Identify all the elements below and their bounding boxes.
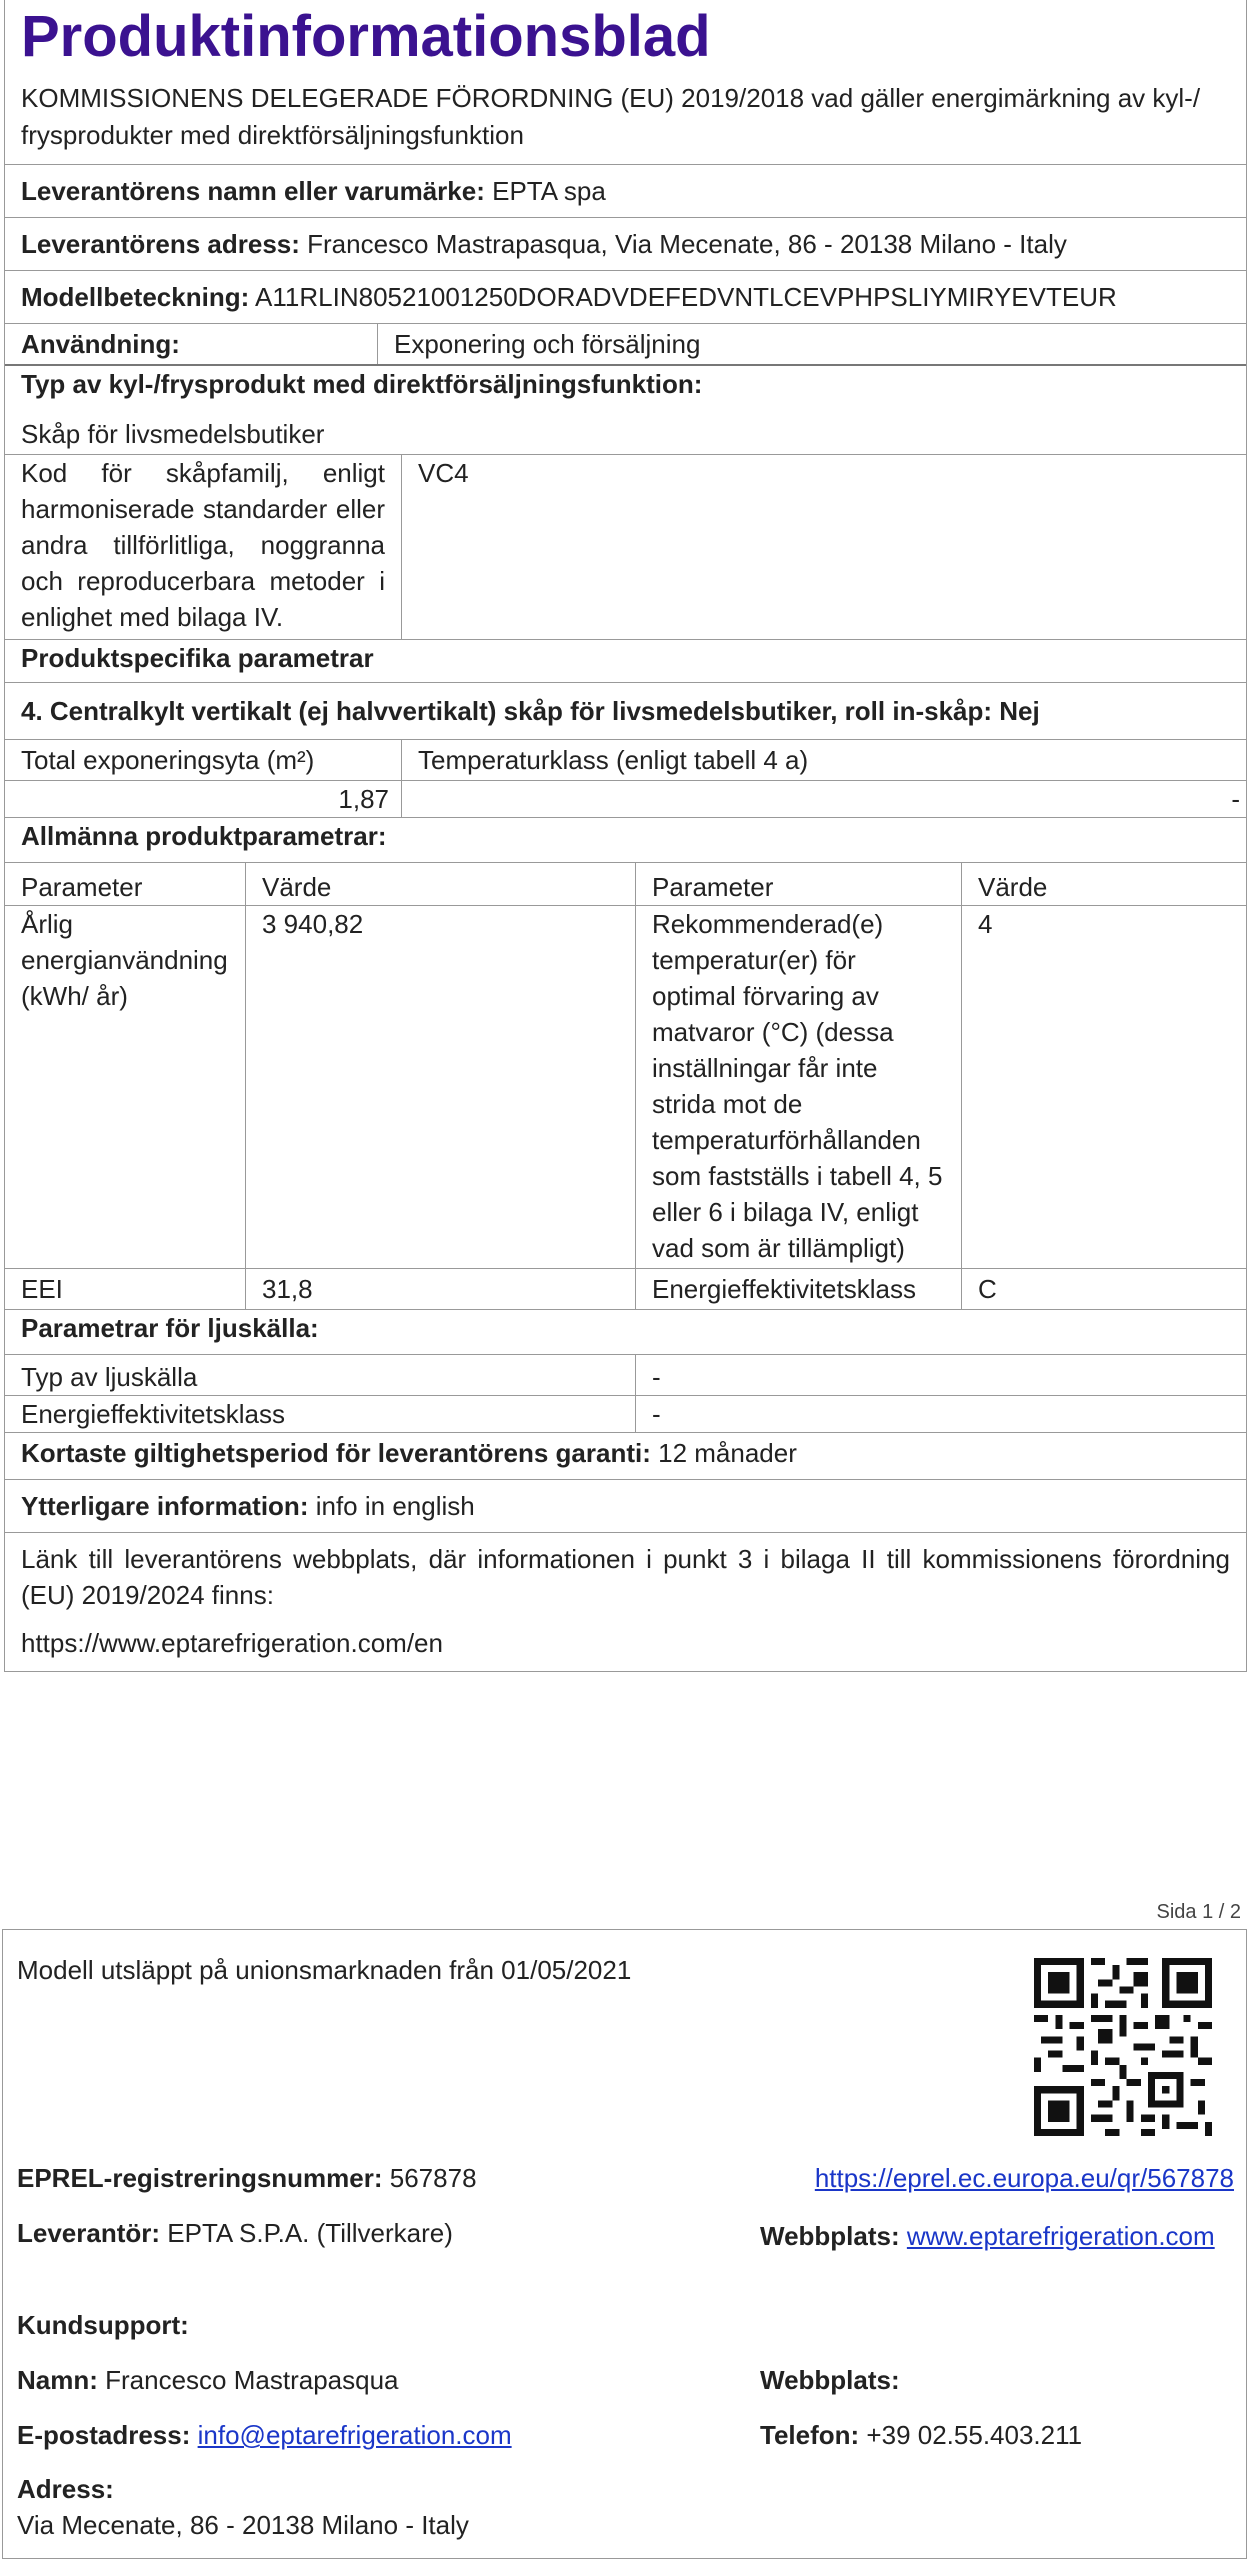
supplier-link-url[interactable]: https://www.eptarefrigeration.com/en [21, 1628, 443, 1658]
supplier-address-label: Leverantörens adress: [21, 229, 300, 259]
phone-value: +39 02.55.403.211 [866, 2420, 1083, 2450]
annual-energy-value: 3 940,82 [245, 906, 635, 1268]
col-value-1: Värde [245, 863, 635, 905]
email-label: E-postadress: [17, 2420, 191, 2450]
light-type-value: - [635, 1355, 1246, 1395]
website-row [760, 2218, 1220, 2255]
usage-label: Användning: [21, 329, 180, 359]
supplier-address: Francesco Mastrapasqua, Via Mecenate, 86 - 20138 Milano - Italy [307, 229, 1067, 259]
contact-name: Francesco Mastrapasqua [105, 2365, 399, 2395]
website-label: Webbplats: [760, 2221, 900, 2251]
additional-info-value: info in english [315, 1491, 475, 1521]
supplier-name-row [5, 164, 1246, 217]
page-title: Produktinformationsblad [21, 4, 711, 69]
additional-info-label: Ytterligare information: [21, 1491, 309, 1521]
temp-class-value: - [401, 781, 1246, 817]
phone-label: Telefon: [760, 2420, 860, 2450]
general-params-heading: Allmänna produktparametrar: [5, 817, 1246, 862]
email-row [17, 2420, 512, 2451]
page-number: Sida 1 / 2 [1156, 1901, 1241, 1923]
family-code-row [5, 454, 1246, 639]
params-table-row-1 [5, 905, 1246, 1268]
email-link[interactable]: info@eptarefrigeration.com [197, 2420, 512, 2450]
light-type-row [5, 1354, 1246, 1395]
website-link[interactable]: www.eptarefrigeration.com [906, 2221, 1215, 2251]
light-class-label: Energieffektivitetsklass [21, 1399, 285, 1429]
address-label: Adress: [17, 2474, 114, 2504]
phone-row [760, 2420, 1082, 2451]
supplier-link-text: Länk till leverantörens webbplats, där informationen i punkt 3 i bilaga II till kommissionens förordning (EU) 2019/2024 finns: [5, 1532, 1246, 1617]
qr-code-icon [1034, 1958, 1212, 2136]
light-heading: Parametrar för ljuskälla: [5, 1309, 1246, 1354]
supplier-name-label: Leverantörens namn eller varumärke: [21, 176, 485, 206]
col-value-2: Värde [961, 863, 1246, 905]
energy-class-label: Energieffektivitetsklass [635, 1269, 961, 1309]
recommended-temp-label: Rekommenderad(e) temperatur(er) för optimal förvaring av matvaror (°C) (dessa inställningar får inte strida mot de temperaturförhållanden som fastställs i tabell 4, 5 eller 6 i bilaga IV, enligt vad som är tillämpligt) [635, 906, 961, 1268]
warranty-row [5, 1432, 1246, 1479]
supplier-value: EPTA S.P.A. (Tillverkare) [167, 2218, 453, 2248]
display-area-label: Total exponeringsyta (m²) [21, 745, 315, 775]
col-param-2: Parameter [635, 863, 961, 905]
energy-class-value: C [961, 1269, 1246, 1309]
additional-info-row [5, 1479, 1246, 1532]
warranty-label: Kortaste giltighetsperiod för leverantörens garanti: [21, 1438, 651, 1468]
placed-on-market: Modell utsläppt på unionsmarknaden från 01/05/2021 [17, 1955, 632, 1985]
display-area-header-row [5, 739, 1246, 780]
supplier-label: Leverantör: [17, 2218, 161, 2248]
params-table-row-2 [5, 1268, 1246, 1309]
light-class-value: - [635, 1396, 1246, 1432]
supplier-address-row [5, 217, 1246, 270]
params-table-header [5, 862, 1246, 905]
type-value: Skåp för livsmedelsbutiker [21, 419, 325, 449]
usage-value: Exponering och försäljning [377, 324, 1246, 364]
address-value: Via Mecenate, 86 - 20138 Milano - Italy [17, 2510, 469, 2540]
supplier-name: EPTA spa [492, 176, 606, 206]
product-info-sheet [4, 0, 1247, 1672]
type-heading: Typ av kyl-/frysprodukt med direktförsäljningsfunktion: [5, 364, 1246, 406]
eei-label: EEI [21, 1274, 63, 1304]
footer-box [2, 1929, 1247, 2559]
recommended-temp-value: 4 [961, 906, 1246, 1268]
warranty-value: 12 månader [658, 1438, 797, 1468]
eprel-row [17, 2163, 477, 2194]
temp-class-label: Temperaturklass (enligt tabell 4 a) [401, 740, 1246, 780]
col-param-1: Parameter [21, 872, 143, 902]
display-area-value-row [5, 780, 1246, 817]
eprel-label: EPREL-registreringsnummer: [17, 2163, 383, 2193]
family-code-value: VC4 [401, 455, 1246, 639]
support-website-label: Webbplats: [760, 2365, 900, 2395]
specific-params-heading: Produktspecifika parametrar [5, 639, 1246, 682]
light-type-label: Typ av ljuskälla [21, 1362, 198, 1392]
eprel-link[interactable]: https://eprel.ec.europa.eu/qr/567878 [814, 2163, 1234, 2193]
model-row [5, 270, 1246, 323]
eprel-number: 567878 [389, 2163, 477, 2193]
support-heading: Kundsupport: [17, 2310, 189, 2340]
regulation-text: KOMMISSIONENS DELEGERADE FÖRORDNING (EU) 2019/2018 vad gäller energimärkning av kyl-/ frysprodukter med direktförsäljningsfunktion [21, 83, 1201, 150]
usage-row [5, 323, 1246, 364]
eei-value: 31,8 [245, 1269, 635, 1309]
supplier-row [17, 2218, 453, 2249]
model-label: Modellbeteckning: [21, 282, 250, 312]
contact-name-label: Namn: [17, 2365, 98, 2395]
family-code-label: Kod för skåpfamilj, enligt harmoniserade standarder eller andra tillförlitliga, noggranna och reproducerbara metoder i enlighet med bilaga IV. [21, 458, 385, 632]
display-area-value: 1,87 [338, 784, 389, 814]
contact-name-row [17, 2365, 399, 2396]
light-class-row [5, 1395, 1246, 1432]
annual-energy-label: Årlig energianvändning (kWh/ år) [21, 909, 228, 1011]
model-identifier: A11RLIN80521001250DORADVDEFEDVNTLCEVPHPSLIYMIRYEVTEUR [255, 282, 1117, 312]
category-heading: 4. Centralkylt vertikalt (ej halvvertikalt) skåp för livsmedelsbutiker, roll in-skåp: Nej [5, 682, 1246, 739]
